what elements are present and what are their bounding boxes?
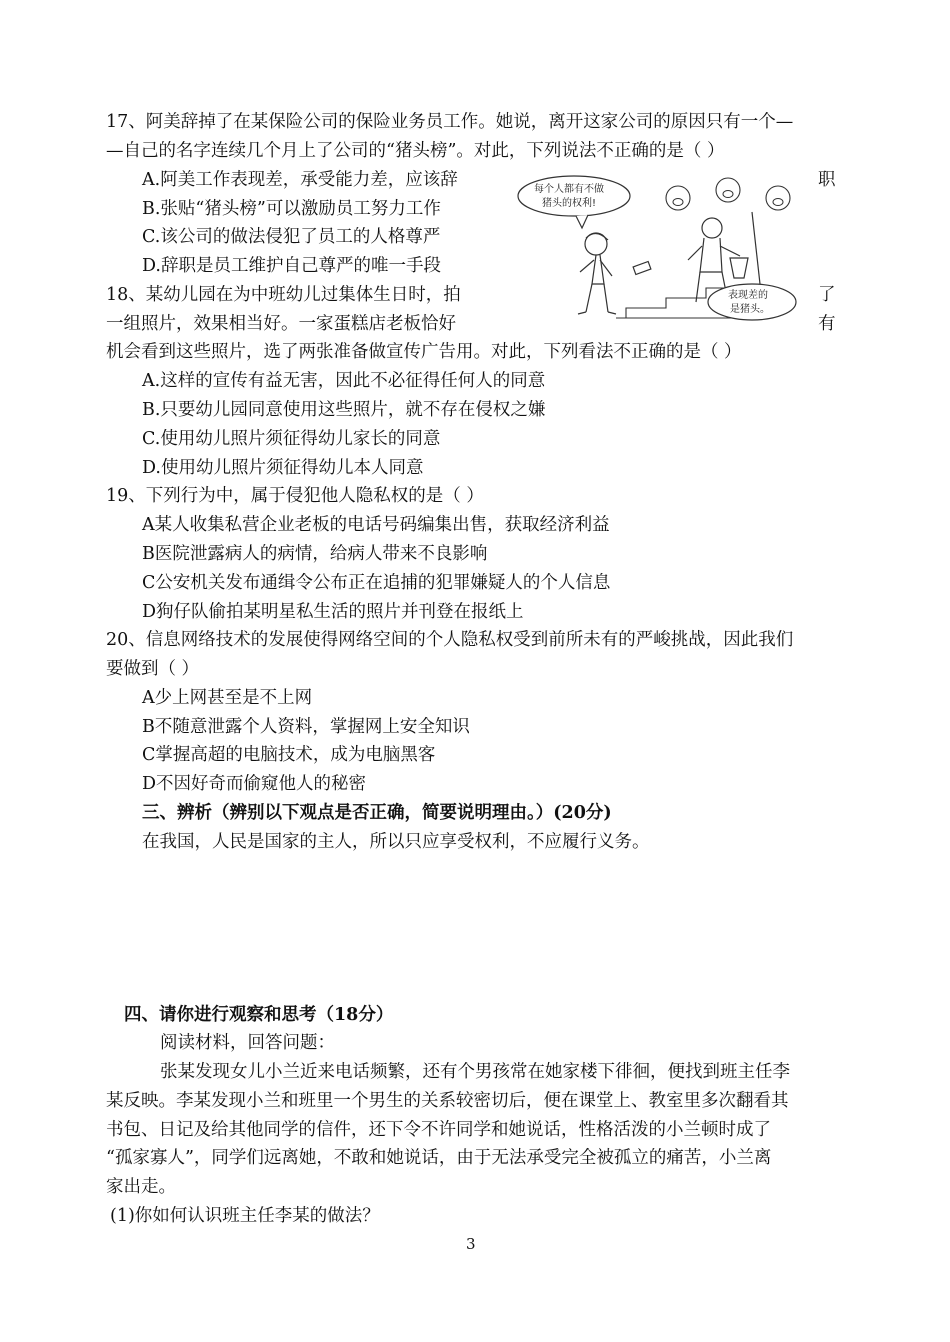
q18-option-a: A.这样的宣传有益无害，因此不必征得任何人的同意 (142, 371, 546, 391)
material-paragraph-line1: 张某发现女儿小兰近来电话频繁，还有个男孩常在她家楼下徘徊，便找到班主任李 (160, 1062, 790, 1082)
q18-option-d: D.使用幼儿照片须征得幼儿本人同意 (142, 458, 424, 478)
section3-heading: 三、辨析（辨别以下观点是否正确，简要说明理由。）(20分) (142, 803, 612, 823)
section4-heading: 四、请你进行观察和思考（18分） (124, 1005, 394, 1025)
material-paragraph-line3: 书包、日记及给其他同学的信件，还下令不许同学和她说话，性格活泼的小兰顿时成了 (106, 1120, 771, 1140)
q19-option-a: A某人收集私营企业老板的电话号码编集出售，获取经济利益 (142, 515, 610, 535)
q20-option-d: D不因好奇而偷窥他人的秘密 (142, 774, 367, 794)
section4-question-1: (1)你如何认识班主任李某的做法？ (110, 1206, 380, 1226)
q19-option-b: B医院泄露病人的病情，给病人带来不良影响 (142, 544, 488, 564)
q18-stem-line1: 18、某幼儿园在为中班幼儿过集体生日时，拍 (106, 285, 461, 305)
q17-option-b: B.张贴“猪头榜”可以激励员工努力工作 (142, 199, 441, 219)
material-paragraph-line5: 家出走。 (106, 1177, 176, 1197)
q20-option-b: B不随意泄露个人资料，掌握网上安全知识 (142, 717, 470, 737)
q17-stem-line2: —自己的名字连续几个月上了公司的“猪头榜”。对此，下列说法不正确的是（ ） (106, 141, 725, 161)
q18-stem-line3: 机会看到这些照片，选了两张准备做宣传广告用。对此，下列看法不正确的是（ ） (106, 342, 742, 362)
q19-option-c: C公安机关发布通缉令公布正在追捕的犯罪嫌疑人的个人信息 (142, 573, 611, 593)
q18-option-c: C.使用幼儿照片须征得幼儿家长的同意 (142, 429, 441, 449)
q17-option-a-tail: 职 (818, 170, 836, 190)
q18-stem-line1-tail: 了 (818, 285, 836, 305)
section4-intro: 阅读材料，回答问题： (160, 1033, 335, 1053)
speech-bubble-left (518, 176, 630, 216)
woman-figure (578, 233, 651, 314)
bubble-right-text-2: 是猪头。 (730, 304, 770, 315)
bubble-left-text-1: 每个人都有不做 (534, 184, 604, 195)
cartoon-illustration (516, 172, 814, 322)
q17-option-c: C.该公司的做法侵犯了员工的人格尊严 (142, 227, 441, 247)
pig-face-icons (666, 178, 790, 210)
bubble-left-text-2: 猪头的权利! (542, 198, 597, 209)
material-paragraph-line2: 某反映。李某发现小兰和班里一个男生的关系较密切后，便在课堂上、教室里多次翻看其 (106, 1091, 789, 1111)
q19-stem: 19、下列行为中，属于侵犯他人隐私权的是（ ） (106, 486, 484, 506)
q17-option-a: A.阿美工作表现差，承受能力差，应该辞 (142, 170, 458, 190)
q17-stem-line1: 17、阿美辞掉了在某保险公司的保险业务员工作。她说，离开这家公司的原因只有一个— (106, 112, 794, 132)
section3-statement: 在我国，人民是国家的主人，所以只应享受权利，不应履行义务。 (142, 832, 650, 852)
q17-option-d: D.辞职是员工维护自己尊严的唯一手段 (142, 256, 441, 276)
q18-stem-line2: 一组照片，效果相当好。一家蛋糕店老板恰好 (106, 314, 456, 334)
page-number: 3 (466, 1235, 476, 1253)
bubble-right-text-1: 表现差的 (728, 290, 768, 301)
q18-option-b: B.只要幼儿园同意使用这些照片，就不存在侵权之嫌 (142, 400, 546, 420)
q20-option-c: C掌握高超的电脑技术，成为电脑黑客 (142, 745, 436, 765)
q19-option-d: D狗仔队偷拍某明星私生活的照片并刊登在报纸上 (142, 602, 524, 622)
q20-option-a: A少上网甚至是不上网 (142, 688, 313, 708)
material-paragraph-line4: “孤家寡人”，同学们远离她，不敢和她说话，由于无法承受完全被孤立的痛苦，小兰离 (106, 1148, 772, 1168)
q20-stem-line1: 20、信息网络技术的发展使得网络空间的个人隐私权受到前所未有的严峻挑战，因此我们 (106, 630, 794, 650)
q20-stem-line2: 要做到（ ） (106, 659, 200, 679)
q18-stem-line2-tail: 有 (818, 314, 836, 334)
